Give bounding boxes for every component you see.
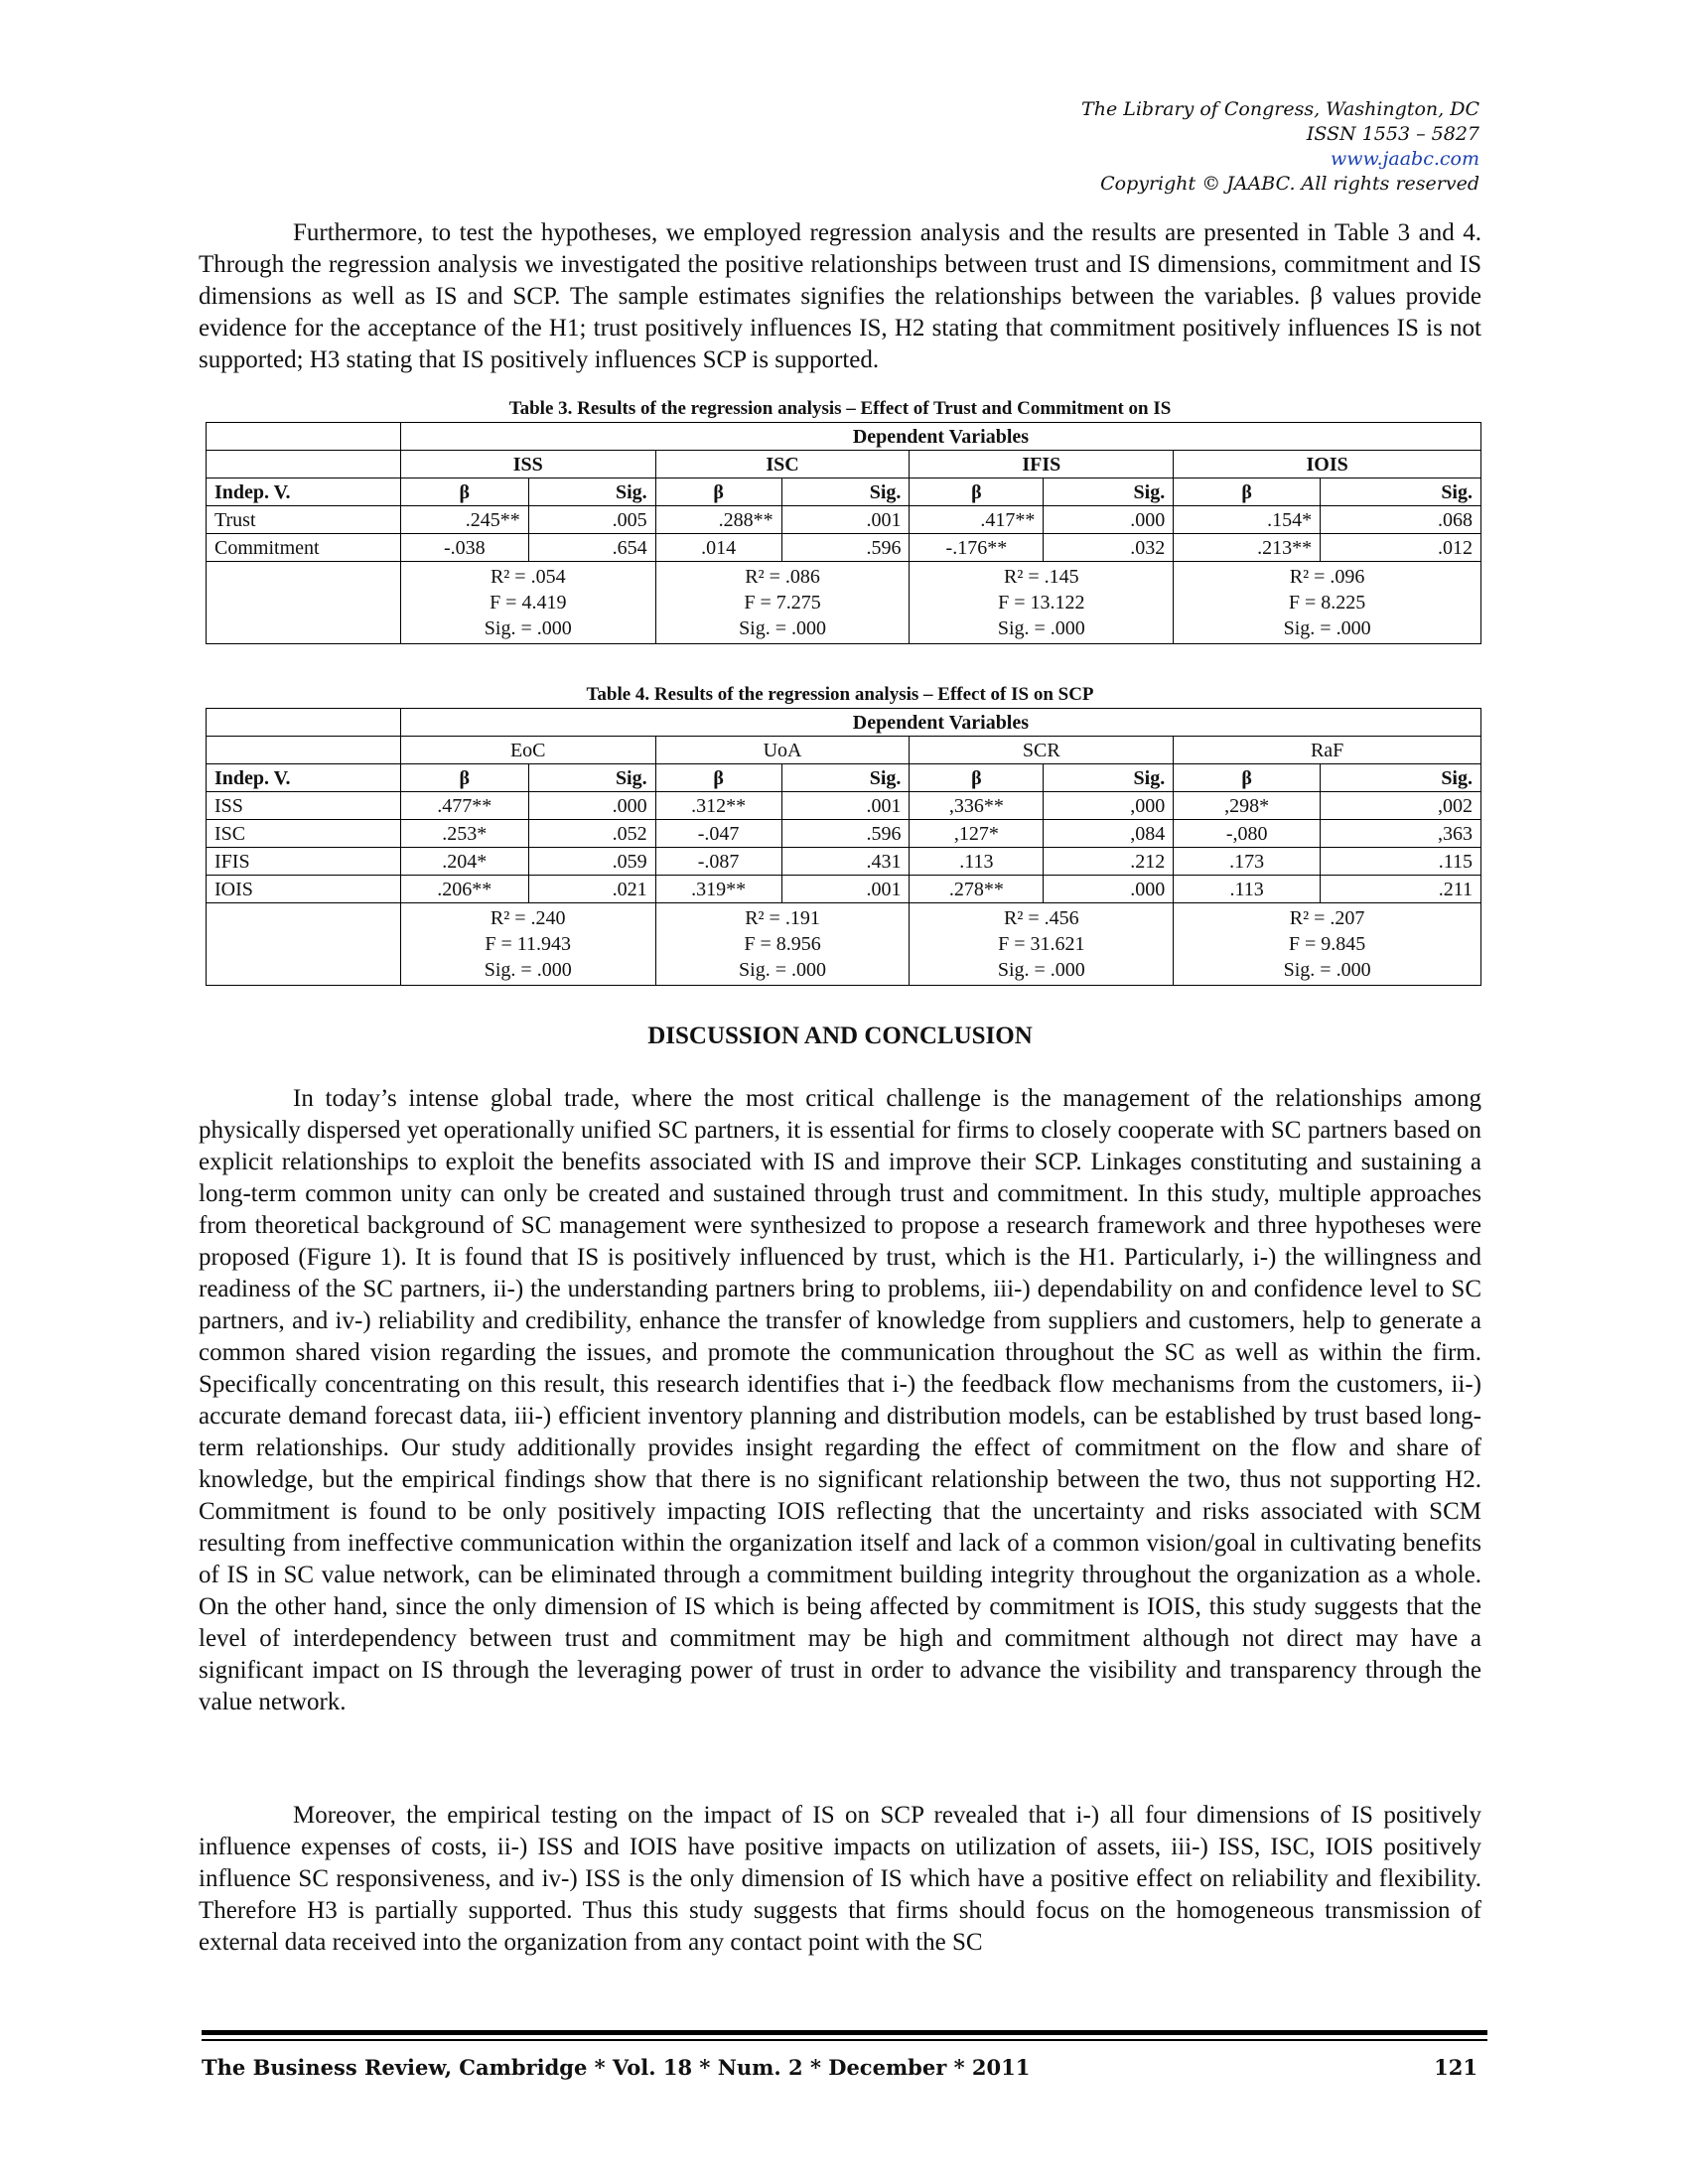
table4-stats-blank [207,903,401,986]
table4-sig-cell: .431 [781,848,910,876]
table4-group-header: SCR [910,737,1174,764]
table4-row-label: ISC [207,820,401,848]
discussion-paragraph-1: In today’s intense global trade, where the most critical challenge is the management of the relationships among physically dispersed yet operationally unified SC partners, it is essential for firms to closely cooperate with SC partners based on explicit relationships to exploit the benefits associated with IS and improve their SCP. Linkages constituting and sustaining a long-term common unity can only be created and sustained through trust and commitment. In this study, multiple approaches from theoretical background of SC management were synthesized to propose a research framework and three hypotheses were proposed (Figure 1). It is found that IS is positively influenced by trust, which is the H1. Particularly, i-) the willingness and readiness of the SC partners, ii-) the understanding partners bring to problems, iii-) dependability on and confidence level to SC partners, and iv-) reliability and credibility, enhance the transfer of knowledge from suppliers and customers, help to generate a common shared vision regarding the issues, and promote the communication throughout the SC as well as within the firm. Specifically concentrating on this result, this research identifies that i-) the feedback flow mechanisms from the customers, ii-) accurate demand forecast data, iii-) efficient inventory planning and distribution models, can be established by trust based long-term relationships. Our study additionally provides insight regarding the effect of commitment on the flow and share of knowledge, but the empirical findings show that there is no significant relationship between the two, thus not supporting H2. Commitment is found to be only positively impacting IOIS reflecting that the uncertainty and risks associated with SCM resulting from ineffective communication within the organization itself and lack of a common vision/goal in cultivating benefits of IS in SC value network, can be eliminated through a commitment building integrity throughout the organization as a whole. On the other hand, since the only dimension of IS which is being affected by commitment is IOIS, this study suggests that the level of interdependency between trust and commitment may be high and commitment although not direct may have a significant impact on IS through the leveraging power of trust in order to advance the visibility and transparency through the value network. [199,1085,1481,1715]
table3-model-stats [1174,562,1481,644]
discussion-paragraph-2: Moreover, the empirical testing on the impact of IS on SCP revealed that i-) all four dimensions of IS positively influence expenses of costs, ii-) ISS and IOIS have positive impacts on utilization of assets, iii-) ISS, ISC, IOIS positively influence SC responsiveness, and iv-) ISS is the only dimension of IS which have a positive effect on reliability and flexibility. Therefore H3 is partially supported. Thus this study suggests that firms should focus on the homogeneous transmission of external data received into the organization from any contact point with the SC [199,1802,1481,1956]
table3-beta-cell: -.038 [400,534,528,562]
table4-sig-cell: ,363 [1321,820,1481,848]
f-statistic: F = 4.419 [490,592,567,614]
table4-beta-cell: .204* [400,848,528,876]
table3-model-stats [910,562,1174,644]
table4-blank-cell [207,737,401,764]
table4-row-label: IFIS [207,848,401,876]
table3-group-header: ISC [655,451,910,478]
table3-model-stats [400,562,655,644]
table4-beta-cell: .113 [910,848,1044,876]
table4-sig-cell: .052 [528,820,655,848]
table3-group-header: IOIS [1174,451,1481,478]
model-sig: Sig. = .000 [997,959,1085,981]
table3-beta-cell: .417** [910,506,1044,534]
table4-sig-header: Sig. [781,764,910,792]
table3-row [207,534,1481,562]
table3-caption: Table 3. Results of the regression analysis – Effect of Trust and Commitment on IS [508,398,1172,419]
table3-beta-cell: .014 [655,534,781,562]
table4-row [207,792,1481,820]
page-number: 121 [1434,2055,1477,2080]
table3-row [207,506,1481,534]
table3-sig-cell: .005 [528,506,655,534]
table3-sig-cell: .012 [1321,534,1481,562]
intro-paragraph: Furthermore, to test the hypotheses, we employed regression analysis and the results are presented in Table 3 and 4. Through the regression analysis we investigated the positive relationships between trust and IS dimensions, commitment and IS dimensions as well as IS and SCP. The sample estimates signifies the relationships between the variables. β values provide evidence for the acceptance of the H1; trust positively influences IS, H2 stating that commitment positively influences IS is not supported; H3 stating that IS positively influences SCP is supported. [199,219,1481,373]
table4-group-header: RaF [1174,737,1481,764]
table4-model-stats [1174,903,1481,986]
table3-sig-header: Sig. [781,478,910,506]
table3-group-header: ISS [400,451,655,478]
footer-journal-info: The Business Review, Cambridge * Vol. 18 * Num. 2 * December * 2011 [202,2055,1031,2080]
table3-beta-cell: -.176** [910,534,1044,562]
table3-sig-header: Sig. [1321,478,1481,506]
table4-row [207,848,1481,876]
table4-model-stats [910,903,1174,986]
journal-header [1081,97,1479,197]
header-line-copyright: Copyright © JAABC. All rights reserved [1100,173,1479,195]
f-statistic: F = 7.275 [744,592,821,614]
table4-sig-cell: .059 [528,848,655,876]
table4-sig-cell: .000 [1044,876,1174,903]
r-squared: R² = .145 [1004,566,1079,588]
table3-sig-cell: .596 [781,534,910,562]
table3-sig-header: Sig. [1044,478,1174,506]
footer-rule-thick [202,2030,1487,2035]
table4-beta-cell: .173 [1174,848,1321,876]
table4-beta-cell: .113 [1174,876,1321,903]
table4-beta-cell: .278** [910,876,1044,903]
r-squared: R² = .207 [1289,907,1365,929]
r-squared: R² = .240 [490,907,566,929]
table3-beta-header: β [655,478,781,506]
table4-sig-cell: ,000 [1044,792,1174,820]
table4-sig-cell: .596 [781,820,910,848]
table4-sig-header: Sig. [1044,764,1174,792]
model-sig: Sig. = .000 [484,959,572,981]
table4-dependent-header: Dependent Variables [400,709,1480,737]
model-sig: Sig. = .000 [1283,959,1371,981]
f-statistic: F = 31.621 [998,933,1085,955]
f-statistic: F = 11.943 [485,933,572,955]
model-sig: Sig. = .000 [739,959,827,981]
table4-sig-cell: ,002 [1321,792,1481,820]
table4-beta-cell: .477** [400,792,528,820]
table4-sig-cell: .001 [781,792,910,820]
table4-beta-header: β [910,764,1044,792]
table4-beta-header: β [400,764,528,792]
table3-beta-cell: .288** [655,506,781,534]
table4-sig-cell: .115 [1321,848,1481,876]
table4-stats-row [207,903,1481,986]
table4-indep-header: Indep. V. [207,764,401,792]
table3-blank-cell [207,451,401,478]
r-squared: R² = .096 [1289,566,1365,588]
table4-beta-header: β [1174,764,1321,792]
table3-beta-cell: .213** [1174,534,1321,562]
table3-indep-header: Indep. V. [207,478,401,506]
table3-beta-cell: .245** [400,506,528,534]
table3-row-label: Commitment [207,534,401,562]
table3-beta-header: β [400,478,528,506]
table4-row-label: IOIS [207,876,401,903]
f-statistic: F = 13.122 [998,592,1085,614]
footer-rule-thin [202,2039,1487,2041]
table4-corner-cell [207,709,401,737]
table4-row [207,820,1481,848]
table4-beta-cell: .319** [655,876,781,903]
table4-beta-cell: -,080 [1174,820,1321,848]
r-squared: R² = .054 [490,566,566,588]
page-footer [202,2055,1477,2080]
table3-sig-header: Sig. [528,478,655,506]
table4-sig-cell: .021 [528,876,655,903]
table3-sig-cell: .032 [1044,534,1174,562]
r-squared: R² = .086 [745,566,820,588]
table4-sig-cell: .001 [781,876,910,903]
table4-group-header: UoA [655,737,910,764]
r-squared: R² = .456 [1004,907,1079,929]
f-statistic: F = 8.225 [1288,592,1366,614]
table3-sig-cell: .000 [1044,506,1174,534]
table3-row-label: Trust [207,506,401,534]
table3-sig-cell: .654 [528,534,655,562]
table3-dependent-header: Dependent Variables [400,423,1480,451]
table3-stats-row [207,562,1481,644]
table3-corner-cell [207,423,401,451]
table4-sig-cell: ,084 [1044,820,1174,848]
table4-sig-cell: .000 [528,792,655,820]
table4-sig-header: Sig. [1321,764,1481,792]
table3-stats-blank [207,562,401,644]
table3-sig-cell: .001 [781,506,910,534]
table4-sig-cell: .211 [1321,876,1481,903]
table3-model-stats [655,562,910,644]
model-sig: Sig. = .000 [484,617,572,639]
table4-beta-cell: .312** [655,792,781,820]
table4-beta-header: β [655,764,781,792]
model-sig: Sig. = .000 [1283,617,1371,639]
f-statistic: F = 9.845 [1288,933,1366,955]
table4 [206,708,1481,986]
table4-beta-cell: -.087 [655,848,781,876]
table4-model-stats [655,903,910,986]
header-line-issn: ISSN 1553 – 5827 [1306,123,1479,145]
table3-group-header: IFIS [910,451,1174,478]
table4-beta-cell: .253* [400,820,528,848]
table3-sig-cell: .068 [1321,506,1481,534]
table3-beta-header: β [1174,478,1321,506]
table4-sig-cell: .212 [1044,848,1174,876]
table4-beta-cell: -.047 [655,820,781,848]
table4-model-stats [400,903,655,986]
table3-beta-cell: .154* [1174,506,1321,534]
table3 [206,422,1481,644]
table4-row-label: ISS [207,792,401,820]
table4-beta-cell: ,336** [910,792,1044,820]
f-statistic: F = 8.956 [744,933,821,955]
table4-beta-cell: ,127* [910,820,1044,848]
table4-beta-cell: .206** [400,876,528,903]
table4-sig-header: Sig. [528,764,655,792]
table4-row [207,876,1481,903]
table4-beta-cell: ,298* [1174,792,1321,820]
r-squared: R² = .191 [745,907,820,929]
header-website-link[interactable]: www.jaabc.com [1330,148,1479,170]
model-sig: Sig. = .000 [739,617,827,639]
model-sig: Sig. = .000 [997,617,1085,639]
section-heading: DISCUSSION AND CONCLUSION [647,1023,1033,1049]
table4-caption: Table 4. Results of the regression analysis – Effect of IS on SCP [586,684,1094,705]
table4-group-header: EoC [400,737,655,764]
table3-beta-header: β [910,478,1044,506]
header-line-library: The Library of Congress, Washington, DC [1081,98,1479,120]
